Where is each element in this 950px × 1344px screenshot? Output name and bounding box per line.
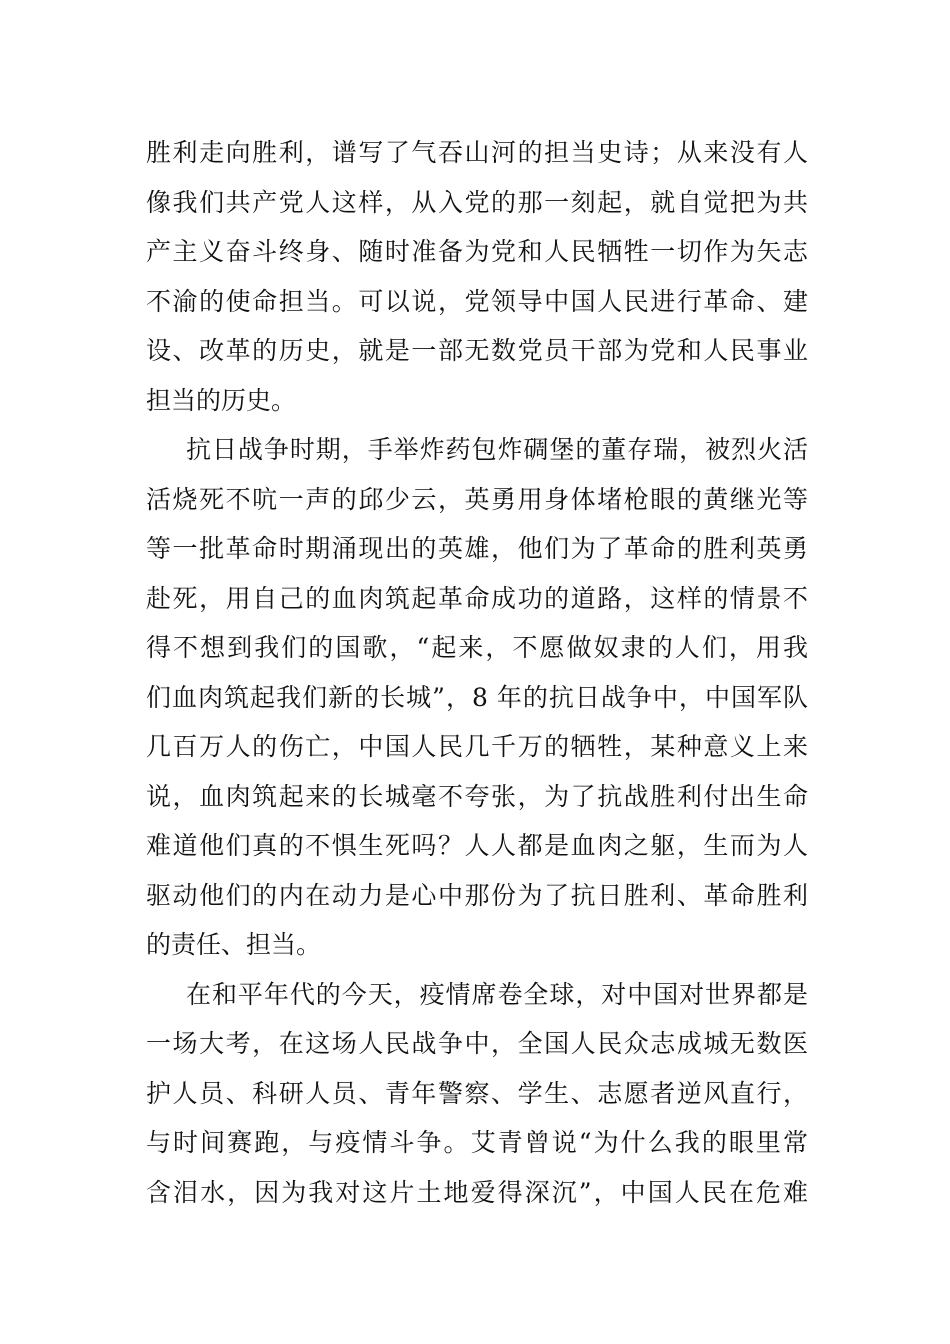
text-line: 赴死，用自己的血肉筑起革命成功的道路，这样的情景不 <box>146 583 808 613</box>
text-line: 们血肉筑起我们新的长城”，8 年的抗日战争中，中国军队 <box>146 682 808 712</box>
paragraph-2 <box>146 425 808 970</box>
text-line: 难道他们真的不惧生死吗？人人都是血肉之躯，生而为人 <box>146 831 808 860</box>
text-line: 设、改革的历史，就是一部无数党员干部为党和人民事业 <box>146 336 808 365</box>
text-line: 的责任、担当。 <box>146 930 322 959</box>
text-line: 护人员、科研人员、青年警察、学生、志愿者逆风直行， <box>146 1078 808 1108</box>
text-line: 几百万人的伤亡，中国人民几千万的牺牲，某种意义上来 <box>146 732 808 761</box>
text-line: 等一批革命时期涌现出的英雄，他们为了革命的胜利英勇 <box>146 534 808 563</box>
text-line: 胜利走向胜利，谱写了气吞山河的担当史诗；从来没有人 <box>146 138 808 167</box>
text-line: 与时间赛跑，与疫情斗争。艾青曾说“为什么我的眼里常 <box>146 1128 808 1157</box>
text-line: 抗日战争时期，手举炸药包炸碉堡的董存瑞，被烈火活 <box>186 435 808 464</box>
text-line: 担当的历史。 <box>146 385 297 415</box>
body-text <box>146 128 808 1217</box>
text-line: 不渝的使命担当。可以说，党领导中国人民进行革命、建 <box>146 286 808 316</box>
paragraph-1 <box>146 128 808 425</box>
text-line: 得不想到我们的国歌，“起来，不愿做奴隶的人们，用我 <box>146 633 808 662</box>
text-line: 在和平年代的今天，疫情席卷全球，对中国对世界都是 <box>186 979 808 1009</box>
text-line: 驱动他们的内在动力是心中那份为了抗日胜利、革命胜利 <box>146 880 808 910</box>
text-line: 像我们共产党人这样，从入党的那一刻起，就自觉把为共 <box>146 187 808 217</box>
text-line: 产主义奋斗终身、随时准备为党和人民牺牲一切作为矢志 <box>146 237 808 266</box>
text-line: 说，血肉筑起来的长城毫不夸张，为了抗战胜利付出生命 <box>146 781 808 811</box>
text-line: 含泪水，因为我对这片土地爱得深沉”，中国人民在危难 <box>146 1177 808 1207</box>
text-line: 一场大考，在这场人民战争中，全国人民众志成城无数医 <box>146 1029 808 1058</box>
paragraph-3 <box>146 970 808 1218</box>
text-line: 活烧死不吭一声的邱少云，英勇用身体堵枪眼的黄继光等 <box>146 484 808 514</box>
